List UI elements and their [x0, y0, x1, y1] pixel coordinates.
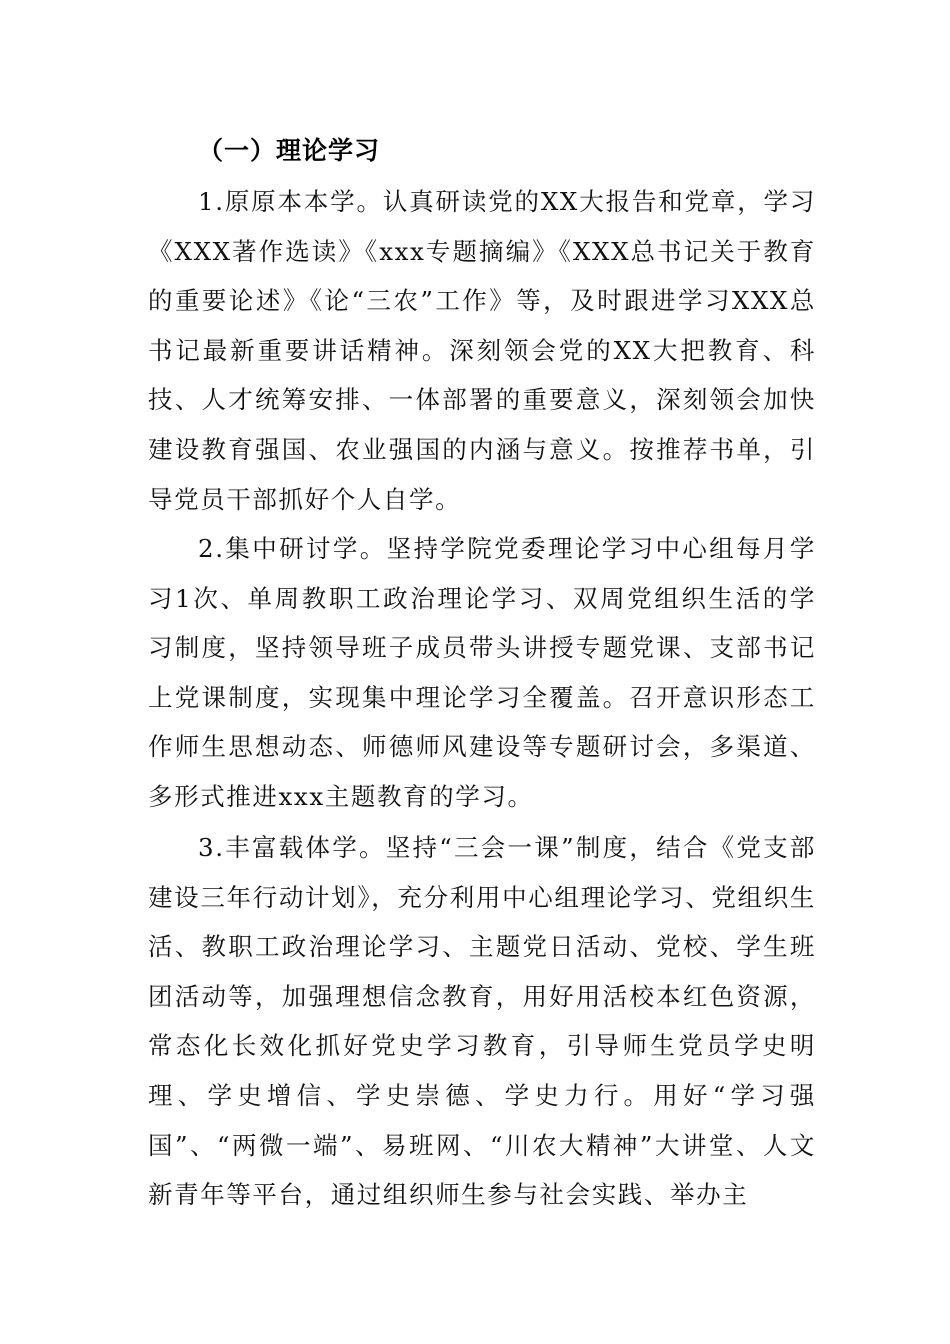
section-heading: （一）理论学习	[198, 136, 381, 165]
paragraph-3: 3.丰富载体学。坚持“三会一课”制度，结合《党支部建设三年行动计划》，充分利用中心组理论学习、党组织生活、教职工政治理论学习、主题党日活动、党校、学生班团活动等，加强理想信念教育，用好用活校本红色资源，常态化长效化抓好党史学习教育，引导师生党员学史明理、学史增信、学史崇德、学史力行。用好“学习强国”、“两微一端”、易班网、“川农大精神”大讲堂、人文新青年等平台，通过组织师生参与社会实践、举办主	[148, 833, 816, 1210]
paragraph-1: 1.原原本本学。认真研读党的XX大报告和党章，学习《XXX著作选读》《xxx专题摘编》《XXX总书记关于教育的重要论述》《论“三农”工作》等，及时跟进学习XXX总书记最新重要讲话精神。深刻领会党的XX大把教育、科技、人才统筹安排、一体部署的重要意义，深刻领会加快建设教育强国、农业强国的内涵与意义。按推荐书单，引导党员干部抓好个人自学。	[148, 187, 816, 514]
paragraph-2: 2.集中研讨学。坚持学院党委理论学习中心组每月学习1次、单周教职工政治理论学习、双周党组织生活的学习制度，坚持领导班子成员带头讲授专题党课、支部书记上党课制度，实现集中理论学习全覆盖。召开意识形态工作师生思想动态、师德师风建设等专题研讨会，多渠道、多形式推进xxx主题教育的学习。	[148, 534, 816, 811]
